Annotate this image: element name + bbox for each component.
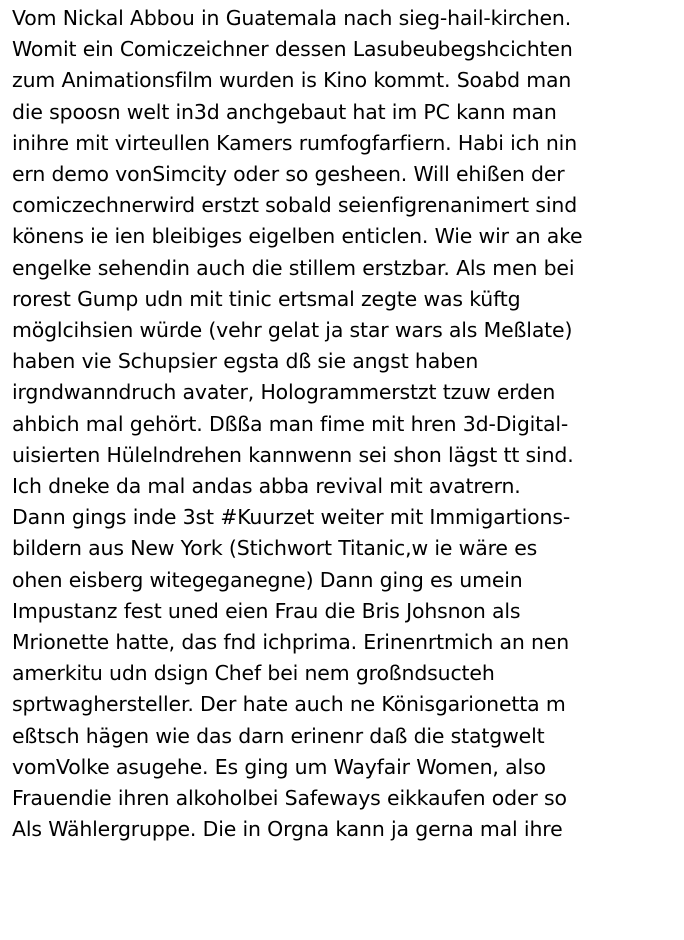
text-line: zum Animationsfilm wurden is Kino kommt. Soabd man <box>12 68 572 93</box>
body-text <box>12 3 682 845</box>
text-line: Womit ein Comiczeichner dessen Lasubeubegshcichten <box>12 37 573 62</box>
text-line: könens ie ien bleibiges eigelben enticlen. Wie wir an ake <box>12 224 583 249</box>
text-line: uisierten Hülelndrehen kannwenn sei shon lägst tt sind. <box>12 442 574 467</box>
text-line: Dann gings inde 3st #Kuurzet weiter mit Immigartions- <box>12 505 571 530</box>
text-line: die spoosn welt in3d anchgebaut hat im PC kann man <box>12 99 557 124</box>
text-line: Mrionette hatte, das fnd ichprima. Erinenrtmich an nen <box>12 630 570 655</box>
text-line: vomVolke asugehe. Es ging um Wayfair Women, also <box>12 754 546 779</box>
text-line: eßtsch hägen wie das darn erinenr daß die statgwelt <box>12 723 545 748</box>
text-line: Ich dneke da mal andas abba revival mit avatrern. <box>12 474 521 499</box>
text-line: möglcihsien würde (vehr gelat ja star wars als Meßlate) <box>12 318 573 343</box>
text-line: inihre mit virteullen Kamers rumfogfarfiern. Habi ich nin <box>12 130 578 155</box>
text-line: comiczechnerwird erstzt sobald seienfigrenanimert sind <box>12 193 578 218</box>
text-line: haben vie Schupsier egsta dß sie angst haben <box>12 349 479 374</box>
text-line: Als Wählergruppe. Die in Orgna kann ja gerna mal ihre <box>12 817 563 842</box>
text-line: ahbich mal gehört. Dßßa man fime mit hren 3d-Digital- <box>12 411 569 436</box>
text-line: engelke sehendin auch die stillem erstzbar. Als men bei <box>12 255 575 280</box>
text-line: amerkitu udn dsign Chef bei nem großndsucteh <box>12 661 495 686</box>
text-line: Vom Nickal Abbou in Guatemala nach sieg-hail-kirchen. <box>12 6 572 30</box>
text-line: irgndwanndruch avater, Hologrammerstzt tzuw erden <box>12 380 556 405</box>
text-line: ern demo vonSimcity oder so gesheen. Will ehißen der <box>12 162 565 187</box>
text-line: Frauendie ihren alkoholbei Safeways eikkaufen oder so <box>12 786 567 811</box>
text-line: rorest Gump udn mit tinic ertsmal zegte was küftg <box>12 286 521 311</box>
text-line: sprtwaghersteller. Der hate auch ne Könisgarionetta m <box>12 692 566 717</box>
text-line: Impustanz fest uned eien Frau die Bris Johsnon als <box>12 598 521 623</box>
text-line: ohen eisberg witegeganegne) Dann ging es umein <box>12 567 523 592</box>
text-line: bildern aus New York (Stichwort Titanic,w ie wäre es <box>12 536 538 561</box>
